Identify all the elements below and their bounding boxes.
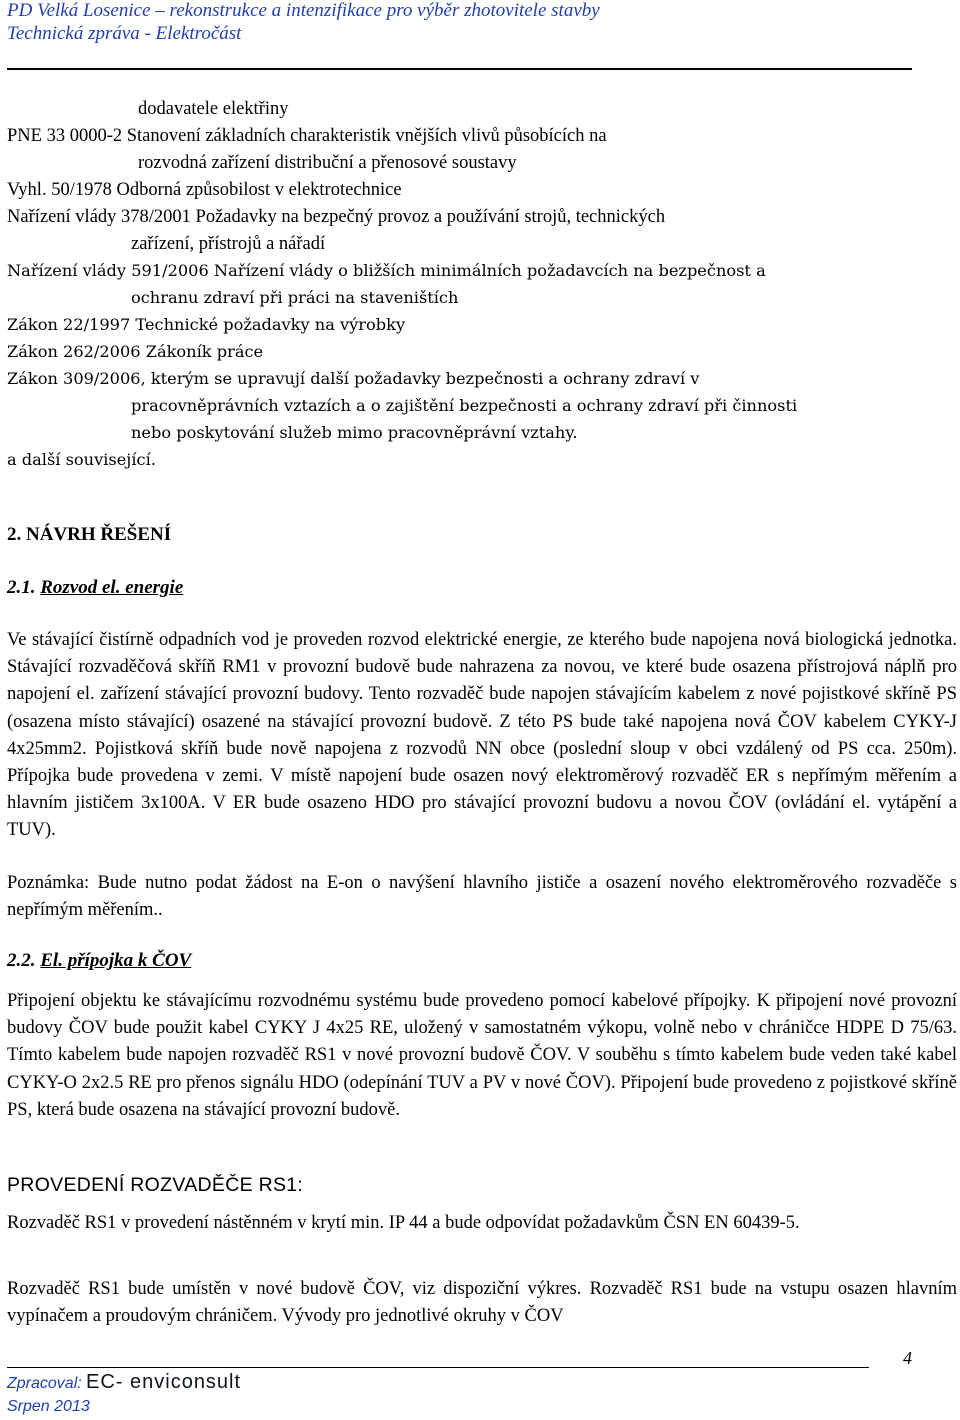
subsection-number: 2.1.	[7, 577, 36, 598]
norm-line: a další související.	[7, 450, 156, 469]
subsection-title: El. přípojka k ČOV	[40, 950, 192, 971]
norm-line: nebo poskytování služeb mimo pracovněprávní vztahy.	[131, 423, 578, 442]
paragraph: Rozvaděč RS1 v provedení nástěnném v krytí min. IP 44 a bude odpovídat požadavkům ČSN EN 60439-5.	[7, 1213, 800, 1233]
subsection-heading-2-1	[7, 577, 183, 599]
header-subtitle: Technická zpráva - Elektročást	[7, 23, 242, 44]
subsection-title: Rozvod el. energie	[40, 577, 184, 598]
norm-line: dodavatele elektřiny	[138, 99, 289, 119]
norm-line: Zákon 22/1997 Technické požadavky na výrobky	[7, 315, 406, 334]
rs1-heading: PROVEDENÍ ROZVADĚČE RS1:	[7, 1174, 304, 1196]
norm-line: Vyhl. 50/1978 Odborná způsobilost v elektrotechnice	[7, 180, 402, 200]
footer-rule	[7, 1367, 869, 1368]
company-logo: EC- enviconsult	[86, 1371, 242, 1393]
norm-line: Zákon 309/2006, kterým se upravují další požadavky bezpečnosti a ochrany zdraví v	[7, 369, 700, 388]
page-number: 4	[903, 1348, 912, 1368]
paragraph: Připojení objektu ke stávajícímu rozvodnému systému bude provedeno pomocí kabelové přípojky. K připojení nové provozní budovy ČOV bude použit kabel CYKY J 4x25 RE, uložený v samostatném výkopu, volně nebo v chráničce HDPE D 75/63. Tímto kabelem bude napojen rozvaděč RS1 v nové provozní budově ČOV. V souběhu s tímto kabelem bude veden také kabel CYKY-O 2x2.5 RE pro přenos signálu HDO (odepínání TUV a PV v nové ČOV). Připojení bude provedeno z pojistkové skříně PS, která bude osazena na stávající provozní budově.	[7, 991, 957, 1120]
norm-line: Nařízení vlády 591/2006 Nařízení vlády o bližších minimálních požadavcích na bezpečnost a	[7, 261, 766, 280]
norm-line: rozvodná zařízení distribuční a přenosové soustavy	[138, 153, 517, 173]
prepared-by-label: Zpracoval:	[7, 1375, 82, 1392]
norm-line: PNE 33 0000-2 Stanovení základních charakteristik vnějších vlivů působících na	[7, 126, 607, 146]
norm-line: zařízení, přístrojů a nářadí	[131, 234, 326, 254]
norm-line: pracovněprávních vztazích a o zajištění bezpečnosti a ochrany zdraví při činnosti	[131, 396, 798, 415]
norm-line: Nařízení vlády 378/2001 Požadavky na bezpečný provoz a používání strojů, technických	[7, 207, 666, 227]
subsection-heading-2-2	[7, 950, 191, 972]
subsection-number: 2.2.	[7, 950, 36, 971]
paragraph: Poznámka: Bude nutno podat žádost na E-on o navýšení hlavního jističe a osazení nového elektroměrového rozvaděče s nepřímým měřením..	[7, 873, 957, 921]
norm-line: ochranu zdraví při práci na staveništích	[131, 288, 459, 307]
norm-line: Zákon 262/2006 Zákoník práce	[7, 342, 264, 361]
paragraph: Ve stávající čistírně odpadních vod je proveden rozvod elektrické energie, ze kterého bude napojena nová biologická jednotka. Stávající rozvaděčová skříň RM1 v provozní budově bude nahrazena za novou, ve které bude osazena přístrojová náplň pro napojení el. zařízení stávající provozní budovy. Tento rozvaděč bude napojen stávajícím kabelem z nové pojistkové skříně PS (osazena místo stávající) osazené na stávající provozní budově. Z této PS bude také napojena nová ČOV kabelem CYKY-J 4x25mm2. Pojistková skříň bude nově napojena z rozvodů NN obce (poslední sloup v obci vzdálený od PS cca. 250m). Přípojka bude provedena v zemi. V místě napojení bude osazen nový elektroměrový rozvaděč ER s nepřímým měřením a hlavním jističem 3x100A. V ER bude osazeno HDO pro stávající provozní budovu a novou ČOV (ovládání el. vytápění a TUV).	[7, 630, 957, 841]
header-title: PD Velká Losenice – rekonstrukce a intenzifikace pro výběr zhotovitele stavby	[7, 0, 600, 21]
footer-date: Srpen 2013	[7, 1398, 90, 1415]
paragraph: Rozvaděč RS1 bude umístěn v nové budově ČOV, viz dispoziční výkres. Rozvaděč RS1 bude na vstupu osazen hlavním vypínačem a proudovým chráničem. Výv​ody pro jednotlivé okruhy v ČOV	[7, 1279, 957, 1327]
header-rule	[7, 68, 912, 70]
section-heading: 2. NÁVRH ŘEŠENÍ	[7, 524, 172, 545]
